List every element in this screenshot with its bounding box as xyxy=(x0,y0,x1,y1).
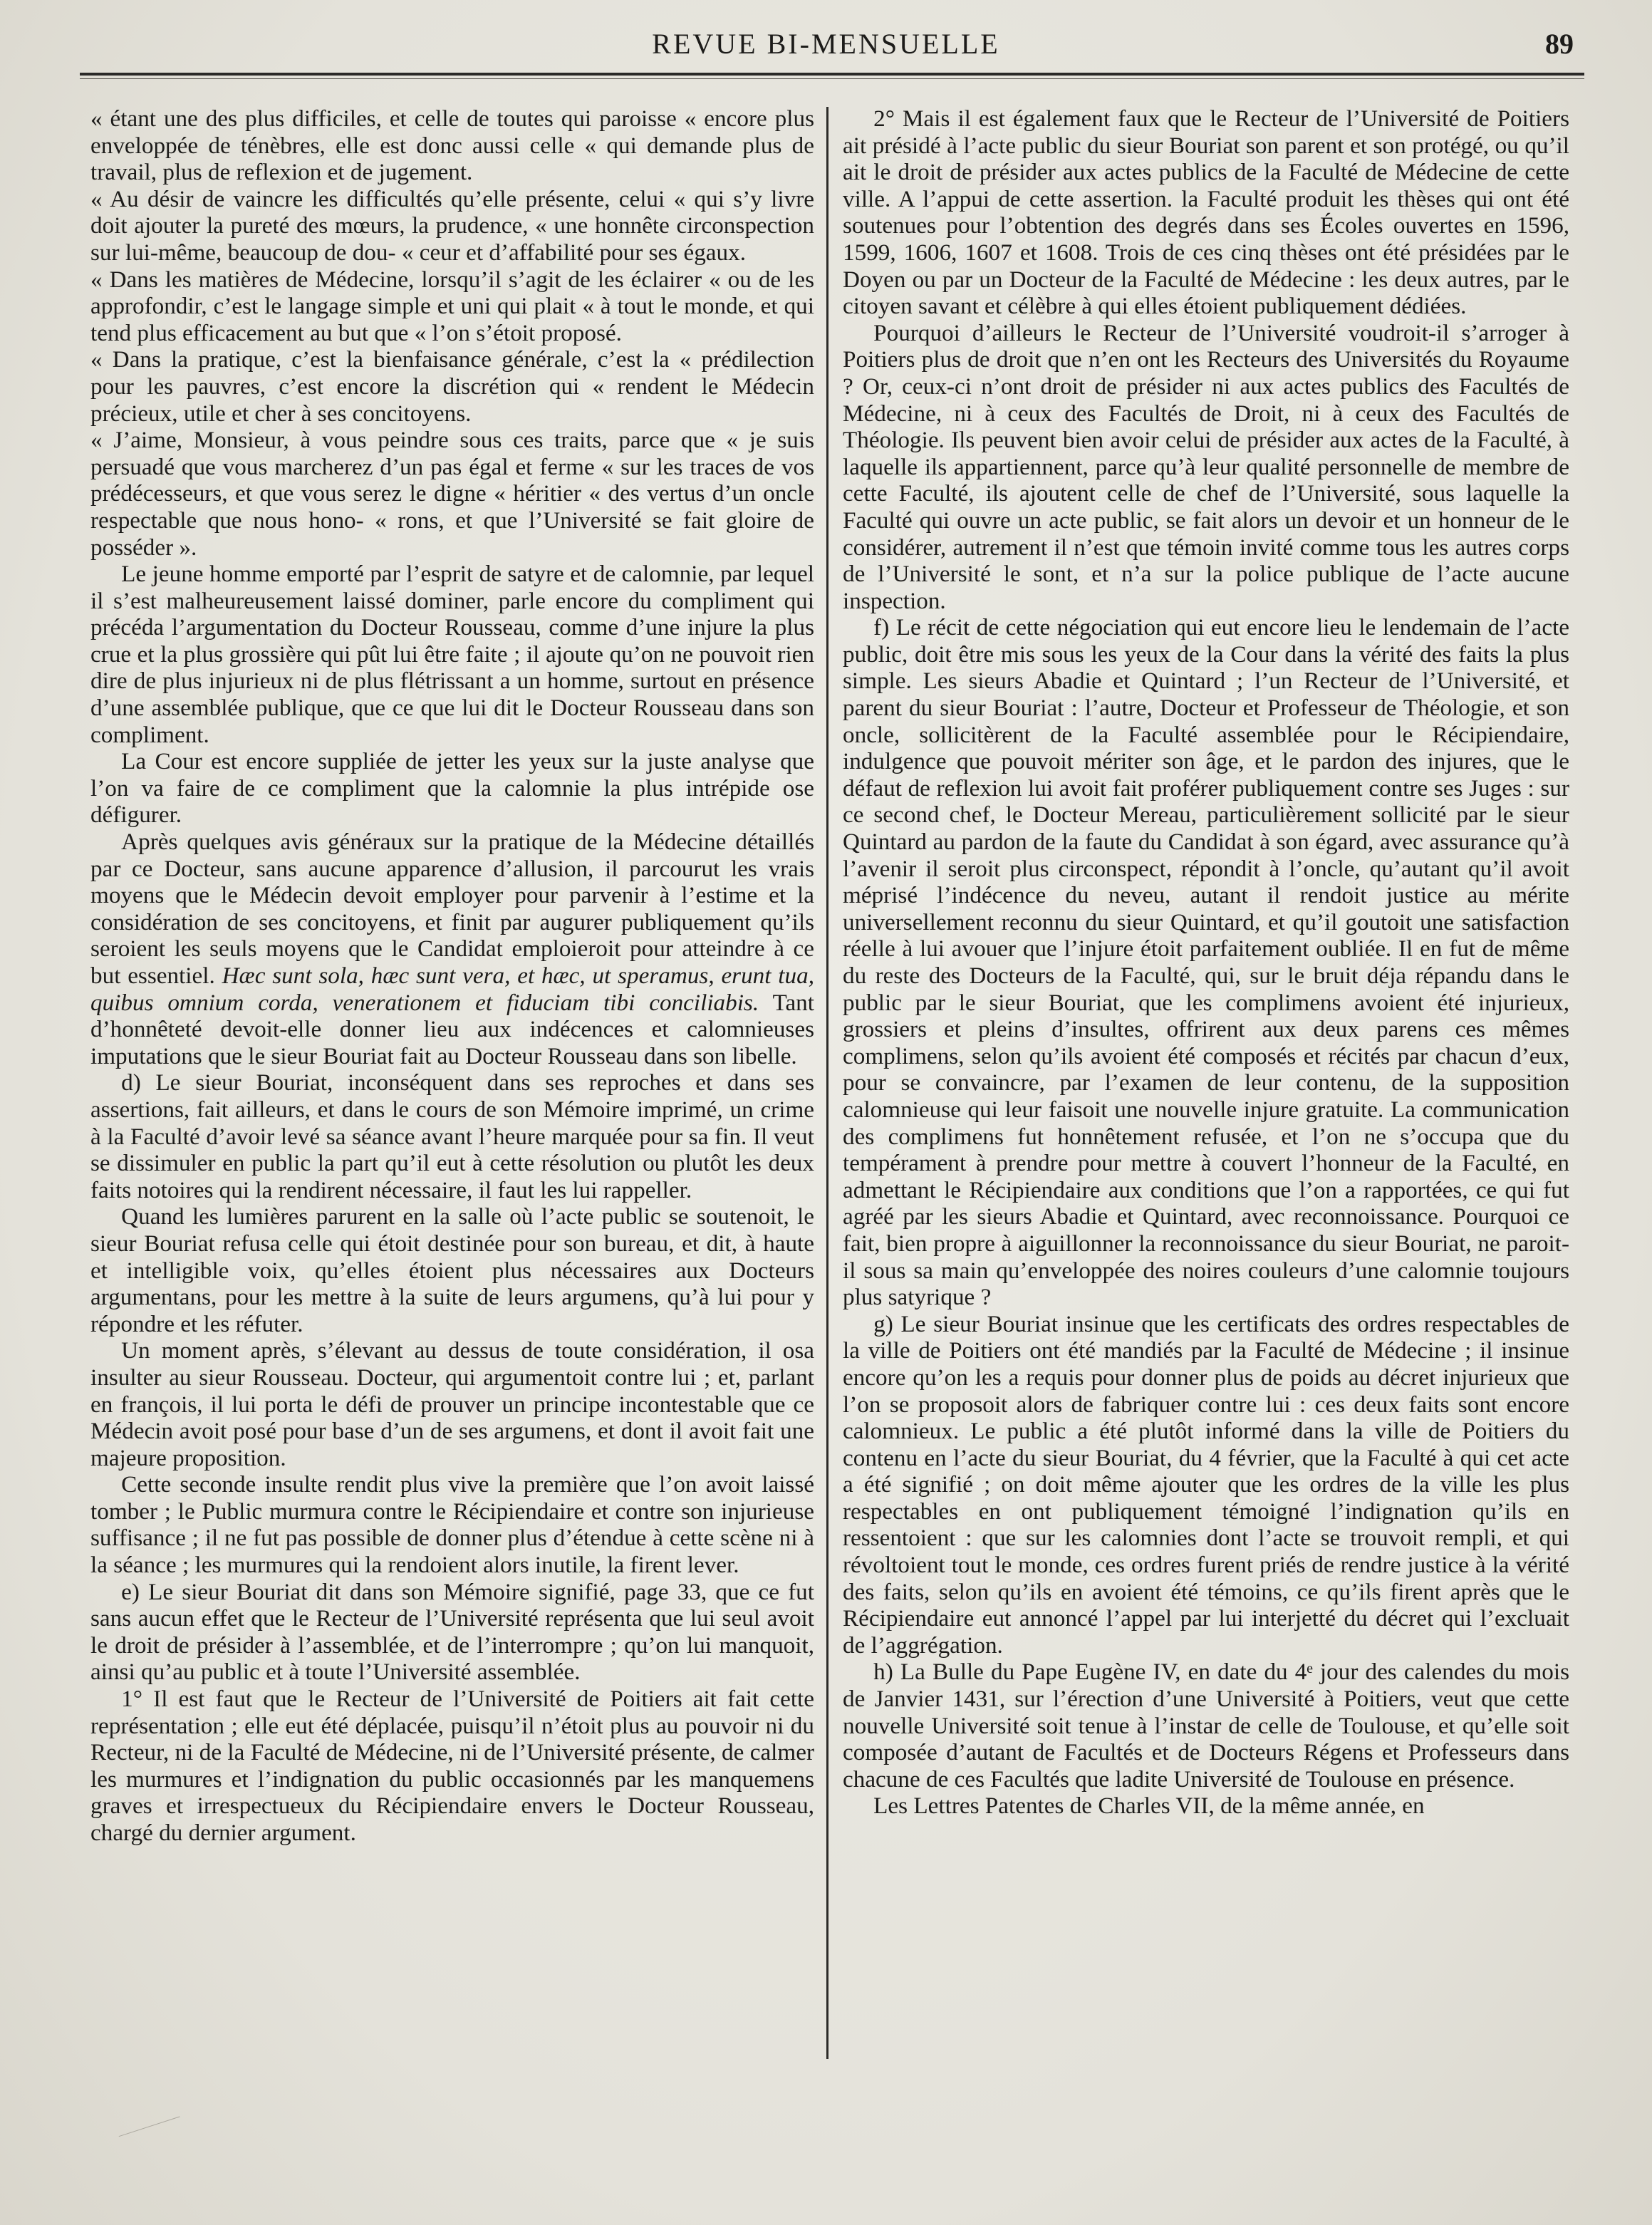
paragraph-text: « étant une des plus difficiles, et celle de toutes qui paroisse « encore plus enveloppée de ténèbres, elle est donc aussi celle « qui demande plus de travail, plus de reflexion et de jugement. xyxy=(90,105,814,186)
paragraph xyxy=(90,1203,814,1337)
paragraph-text: « J’aime, Monsieur, à vous peindre sous ces traits, parce que « je suis persuadé que vous marcherez d’un pas égal et ferme « sur les traces de vos prédécesseurs, et que vous serez le digne « héritier « des vertus d’un oncle respectable que nous hono- « rons, et que l’Université se fait gloire de posséder ». xyxy=(90,427,814,561)
page-scratch-mark xyxy=(112,2096,180,2137)
page-number: 89 xyxy=(1545,28,1574,60)
left-column xyxy=(90,105,814,1847)
paragraph xyxy=(90,1686,814,1847)
paragraph xyxy=(843,1659,1569,1793)
paragraph-text: h) La Bulle du Pape Eugène IV, en date du 4ᵉ jour des calendes du mois de Janvier 1431, sur l’érection d’une Université à Poitiers, veut que cette nouvelle Université soit tenue à l’instar de celle de Toulouse, et qu’elle soit composée d’autant de Facultés et de Docteurs Régens et Professeurs dans chacune de ces Facultés que ladite Université de Toulouse en présence. xyxy=(843,1659,1569,1793)
paragraph-text: e) Le sieur Bouriat dit dans son Mémoire signifié, page 33, que ce fut sans aucun effet que le Recteur de l’Université représenta que lui seul avoit le droit de présider à l’assemblée, et de l’interrompre ; qu’on lui manquoit, ainsi qu’au public et à toute l’Université assemblée. xyxy=(90,1578,814,1686)
paragraph-text: 2° Mais il est également faux que le Recteur de l’Université de Poitiers ait présidé à l’acte public du sieur Bouriat son parent et son protégé, ou qu’il ait le droit de présider aux actes publics de la Faculté de Médecine de cette ville. A l’appui de cette assertion. la Faculté produit les thèses qui ont été soutenues pour l’obtention des degrés dans ses Écoles ouvertes en 1596, 1599, 1606, 1607 et 1608. Trois de ces cinq thèses ont été présidées par le Doyen ou par un Docteur de la Faculté de Médecine : les deux autres, par le citoyen savant et célèbre à qui elles étoient publiquement dédiées. xyxy=(843,105,1569,320)
paragraph xyxy=(90,266,814,347)
paragraph xyxy=(90,105,814,186)
paragraph xyxy=(90,748,814,829)
header-rule xyxy=(80,73,1584,76)
paragraph xyxy=(90,1069,814,1203)
paragraph xyxy=(90,561,814,748)
paragraph xyxy=(90,1337,814,1471)
paragraph xyxy=(90,186,814,266)
paragraph xyxy=(90,829,814,1069)
paragraph xyxy=(843,614,1569,1310)
paragraph-text: f) Le récit de cette négociation qui eut encore lieu le lendemain de l’acte public, doit être mis sous les yeux de la Cour dans la vérité des faits la plus simple. Les sieurs Abadie et Quintard ; l’un Recteur de l’Université, et parent du sieur Bouriat : l’autre, Docteur et Professeur de Théologie, et son oncle, sollicitèrent de la Faculté assemblée pour le Récipiendaire, indulgence que pouvoit mériter son âge, et le pardon des injures, que le défaut de reflexion lui avoit fait proférer publiquement contre ses Juges : sur ce second chef, le Docteur Mereau, particulièrement sollicité par le sieur Quintard au pardon de la faute du Candidat à son égard, avec assurance qu’à l’avenir il seroit plus circonspect, répondit à l’oncle, qu’autant qu’il avoit méprisé l’indécence du neveu, autant il rendoit justice au mérite universellement reconnu du sieur Quintard, et qu’il goutoit une satisfaction réelle à lui avouer que l’injure étoit parfaitement oubliée. Il en fut de même du reste des Docteurs de la Faculté, qui, sur le bruit déja répandu dans le public par le sieur Bouriat, que les complimens avoient été injurieux, grossiers et pleins d’insultes, offrirent aux deux parens ces mêmes complimens, selon qu’ils avoient été composés et récités par chacun d’eux, pour se convaincre, par l’examen de leur contenu, de la supposition calomnieuse qui leur faisoit une nouvelle injure gratuite. La communication des complimens fut honnêtement refusée, et l’on ne s’occupa que du tempérament à prendre pour mettre à couvert l’honneur de la Faculté, en admettant le Récipiendaire aux conditions que l’on a rapportées, ce qui fut agréé par les sieurs Abadie et Quintard, avec reconnoissance. Pourquoi ce fait, bien propre à aiguillonner la reconnoissance du sieur Bouriat, ne paroit-il sous sa main qu’enveloppée des noires couleurs d’une calomnie toujours plus satyrique ? xyxy=(843,614,1569,1311)
paragraph xyxy=(843,1793,1569,1820)
paragraph-text: Pourquoi d’ailleurs le Recteur de l’Université voudroit-il s’arroger à Poitiers plus de droit que n’en ont les Recteurs des Universités du Royaume ? Or, ceux-ci n’ont droit de présider ni aux actes publics des Facultés de Médecine, ni à ceux des Facultés de Droit, ni à ceux des Facultés de Théologie. Ils peuvent bien avoir celui de présider aux actes de la Faculté, à laquelle ils appartiennent, parce qu’à leur qualité personnelle de membre de cette Faculté, ils ajoutent celle de chef de l’Université, sous laquelle la Faculté qui ouvre un acte public, se fait alors un devoir et un honneur de le considérer, autrement il n’est que témoin invité comme tous les autres corps de l’Université le sont, et n’a sur la police publique de l’acte aucune inspection. xyxy=(843,319,1569,614)
paragraph-text-continued: Tant d’honnêteté devoit-elle donner lieu aux indécences et calomnieuses imputations que le sieur Bouriat fait au Docteur Rousseau dans son libelle. xyxy=(90,989,814,1069)
paragraph-text: d) Le sieur Bouriat, inconséquent dans ses reproches et dans ses assertions, fait ailleurs, et dans le cours de son Mémoire imprimé, un crime à la Faculté d’avoir levé sa séance avant l’heure marquée pour sa fin. Il veut se dissimuler en public la part qu’il eut à cette résolution ou plutôt les deux faits notoires qui la rendirent nécessaire, il faut les lui rappeller. xyxy=(90,1069,814,1203)
paragraph-text: La Cour est encore suppliée de jetter les yeux sur la juste analyse que l’on va faire de ce compliment que la calomnie la plus intrépide ose défigurer. xyxy=(90,748,814,829)
paragraph xyxy=(843,320,1569,615)
running-header xyxy=(78,27,1574,70)
column-divider xyxy=(826,107,828,2059)
paragraph-text: Les Lettres Patentes de Charles VII, de la même année, en xyxy=(873,1793,1425,1820)
paragraph-text: g) Le sieur Bouriat insinue que les certificats des ordres respectables de la ville de Poitiers ont été mandiés par la Faculté de Médecine ; il insinue encore qu’on les a requis pour donner plus de poids au décret injurieux que l’on se proposoit alors de fabriquer contre lui : ces deux faits sont encore calomnieux. Le public a été plutôt informé dans la ville de Poitiers du contenu en l’acte du sieur Bouriat, du 4 février, que la Faculté à qui cet acte a été signifié ; on doit même ajouter que les ordres de la ville les plus respectables en ont publiquement témoigné l’indignation qu’ils en ressentoient : que sur les calomnies dont l’acte se trouvoit rempli, et qui révoltoient tout le monde, ces ordres furent priés de rendre justice à la vérité des faits, selon qu’ils en avoient été témoins, ce qu’ils firent après que le Récipiendaire eut annoncé l’appel par lui interjetté du décret qui l’excluait de l’aggrégation. xyxy=(843,1310,1569,1659)
paragraph-text: Un moment après, s’élevant au dessus de toute considération, il osa insulter au sieur Rousseau. Docteur, qui argumentoit contre lui ; et, parlant en françois, il lui porta le défi de prouver un principe incontestable que ce Médecin avoit posé pour base d’un de ses argumens, et dont il avoit fait une majeure proposition. xyxy=(90,1337,814,1471)
paragraph xyxy=(843,105,1569,320)
latin-quotation: Hæc sunt sola, hæc sunt vera, et hæc, ut speramus, erunt tua, quibus omnium corda, venerationem et fiduciam tibi conciliabis. xyxy=(90,963,814,1016)
paragraph xyxy=(843,1311,1569,1659)
paragraph-text: Quand les lumières parurent en la salle où l’acte public se soutenoit, le sieur Bouriat refusa celle qui étoit destinée pour son bureau, et dit, à haute et intelligible voix, qu’elles étoient plus nécessaires aux Docteurs argumentans, pour les mettre à la suite de leurs argumens, qu’à lui pour y répondre et les réfuter. xyxy=(90,1203,814,1337)
paragraph xyxy=(90,1471,814,1578)
paragraph-text: « Dans la pratique, c’est la bienfaisance générale, c’est la « prédilection pour les pauvres, c’est encore la discrétion qui « rendent le Médecin précieux, utile et cher à ses concitoyens. xyxy=(90,346,814,427)
paragraph-text: « Au désir de vaincre les difficultés qu’elle présente, celui « qui s’y livre doit ajouter la pureté des mœurs, la prudence, « une honnête circonspection sur lui-même, beaucoup de dou- « ceur et d’affabilité pour ses égaux. xyxy=(90,185,814,266)
paragraph-text: Après quelques avis généraux sur la pratique de la Médecine détaillés par ce Docteur, sans aucune apparence d’allusion, il parcourut les vrais moyens que le Médecin devoit employer pour parvenir à l’estime et la considération de ses concitoyens, et finit par augurer publiquement qu’ils seroient les seuls moyens que le Candidat emploieroit pour atteindre à ce but essentiel. xyxy=(90,829,814,989)
paragraph-text: Le jeune homme emporté par l’esprit de satyre et de calomnie, par lequel il s’est malheureusement laissé dominer, parle encore du compliment qui précéda l’argumentation du Docteur Rousseau, comme d’une injure la plus crue et la plus grossière qui pût lui être faite ; il ajoute qu’on ne pouvoit rien dire de plus injurieux ni de plus flétrissant a un homme, surtout en présence d’une assemblée publique, que ce que lui dit le Docteur Rousseau dans son compliment. xyxy=(90,561,814,748)
paragraph-text: 1° Il est faut que le Recteur de l’Université de Poitiers ait fait cette représentation ; elle eut été déplacée, puisqu’il n’étoit plus au pouvoir ni du Recteur, ni de la Faculté de Médecine, ni de l’Université présente, de calmer les murmures et l’indignation du public occasionnés par les manquemens graves et irrespectueux du Récipiendaire envers le Docteur Rousseau, chargé du dernier argument. xyxy=(90,1686,814,1846)
right-column xyxy=(843,105,1569,1820)
journal-title: REVUE BI-MENSUELLE xyxy=(652,28,1000,60)
header-rule-thin xyxy=(80,78,1584,79)
paragraph xyxy=(90,1579,814,1686)
paragraph-text: « Dans les matières de Médecine, lorsqu’il s’agit de les éclairer « ou de les approfondir, c’est le langage simple et uni qui plait « à tout le monde, et qui tend plus efficacement au but que « l’on s’étoit proposé. xyxy=(90,266,814,346)
paragraph xyxy=(90,346,814,427)
paragraph-text: Cette seconde insulte rendit plus vive la première que l’on avoit laissé tomber ; le Public murmura contre le Récipiendaire et contre son injurieuse suffisance ; il ne fut pas possible de donner plus d’étendue à cette scène ni à la séance ; les murmures qui la rendoient alors inutile, la firent lever. xyxy=(90,1471,814,1579)
paragraph xyxy=(90,427,814,561)
